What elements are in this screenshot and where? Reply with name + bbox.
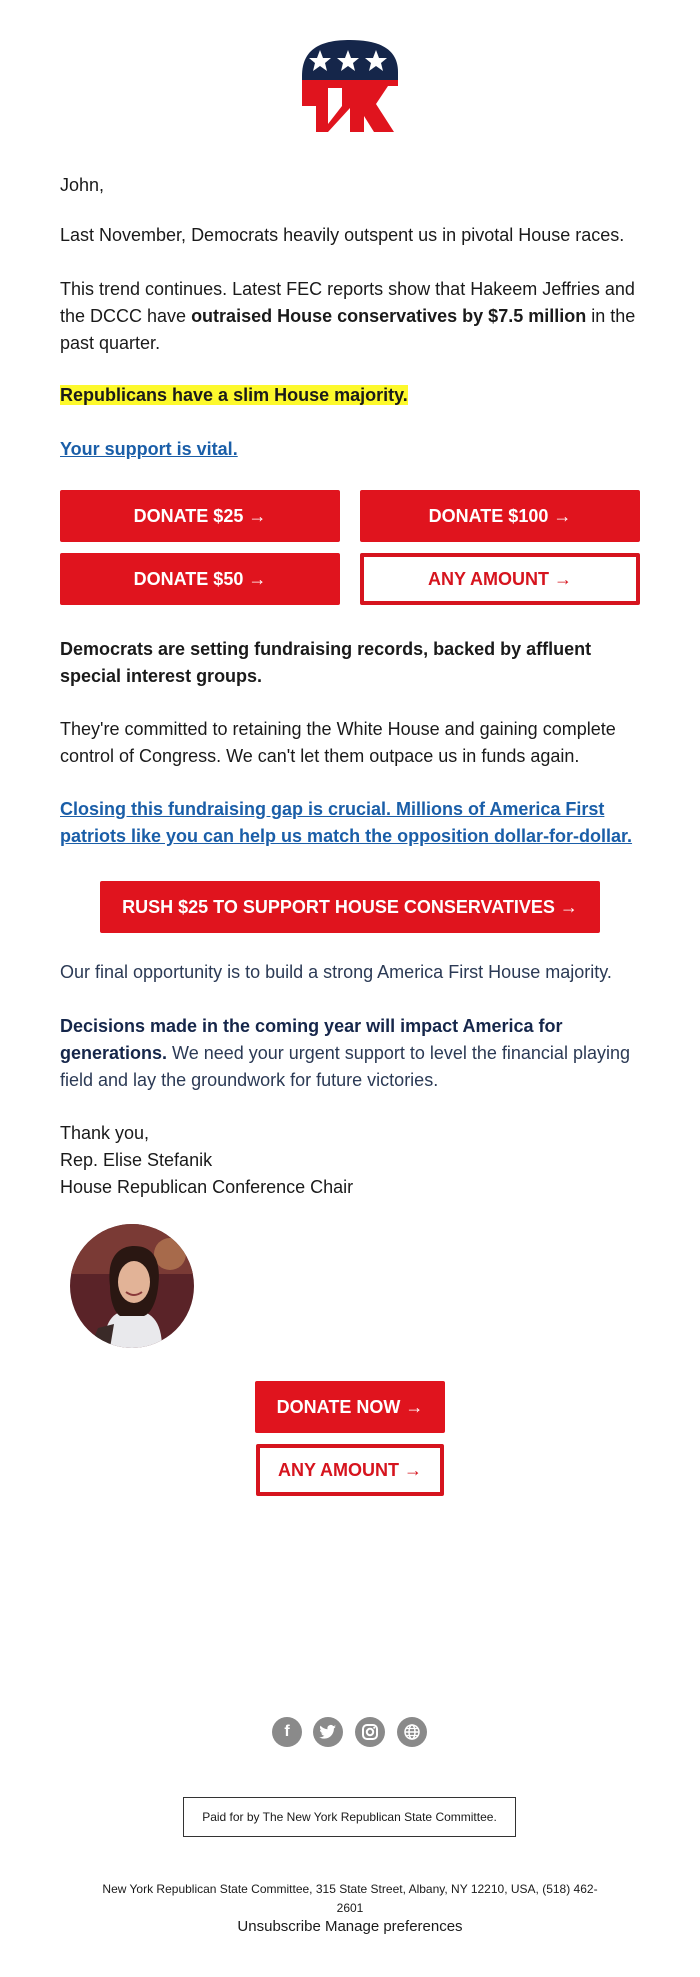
facebook-icon[interactable]: f	[272, 1717, 302, 1747]
donate-now-button[interactable]: DONATE NOW →	[255, 1381, 445, 1433]
paragraph-records: Democrats are setting fundraising records, backed by affluent special interest groups.	[60, 639, 592, 686]
paragraph-fec-bold: outraised House conservatives by $7.5 million	[191, 306, 587, 326]
signoff-title: House Republican Conference Chair	[60, 1177, 354, 1197]
donate-25-button[interactable]: DONATE $25 →	[60, 490, 340, 542]
fundraising-gap-link[interactable]: Closing this fundraising gap is crucial. Millions of America First patriots like you can help us match the opposition dollar-for-dollar.	[60, 799, 633, 846]
paragraph-decisions-bold: Decisions made in the coming year will impact America for generations.	[60, 1016, 563, 1063]
twitter-icon[interactable]	[313, 1717, 343, 1747]
any-amount-button[interactable]: ANY AMOUNT →	[360, 553, 640, 605]
footer-links	[0, 1918, 700, 1935]
paragraph-fec-tail: in the past quarter.	[60, 306, 636, 353]
nygop-elephant-logo	[298, 36, 402, 132]
stefanik-avatar	[70, 1224, 194, 1348]
donate-100-button[interactable]: DONATE $100 →	[360, 490, 640, 542]
footer-address: New York Republican State Committee, 315 State Street, Albany, NY 12210, USA, (518) 462-2601	[102, 1882, 598, 1915]
unsubscribe-link[interactable]: Unsubscribe	[237, 1918, 321, 1935]
highlight-text: Republicans have a slim House majority.	[60, 385, 408, 405]
any-amount-bottom-button[interactable]: ANY AMOUNT →	[256, 1444, 444, 1496]
greeting: John,	[60, 175, 105, 195]
paragraph-decisions	[60, 1013, 642, 1094]
globe-icon[interactable]	[397, 1717, 427, 1747]
signoff-name: Rep. Elise Stefanik	[60, 1150, 213, 1170]
paragraph-fec-text: This trend continues. Latest FEC reports show that Hakeem Jeffries and the DCCC have	[60, 279, 635, 326]
paragraph-fec	[60, 276, 642, 357]
paid-for-box: Paid for by The New York Republican State Committee.	[183, 1797, 516, 1837]
paragraph-outspent: Last November, Democrats heavily outspent us in pivotal House races.	[60, 225, 625, 245]
instagram-icon[interactable]	[355, 1717, 385, 1747]
highlight-majority	[60, 382, 642, 409]
paragraph-decisions-text: We need your urgent support to level the financial playing field and lay the groundwork for future victories.	[60, 1043, 630, 1090]
paragraph-final-opportunity: Our final opportunity is to build a strong America First House majority.	[60, 962, 612, 982]
paragraph-committed: They're committed to retaining the White House and gaining complete control of Congress. We can't let them outpace us in funds again.	[60, 719, 616, 766]
support-link[interactable]: Your support is vital.	[60, 439, 238, 459]
donate-50-button[interactable]: DONATE $50 →	[60, 553, 340, 605]
signoff-thanks: Thank you,	[60, 1123, 150, 1143]
rush-25-button[interactable]: RUSH $25 TO SUPPORT HOUSE CONSERVATIVES →	[100, 881, 600, 933]
manage-preferences-link[interactable]: Manage preferences	[324, 1918, 463, 1935]
